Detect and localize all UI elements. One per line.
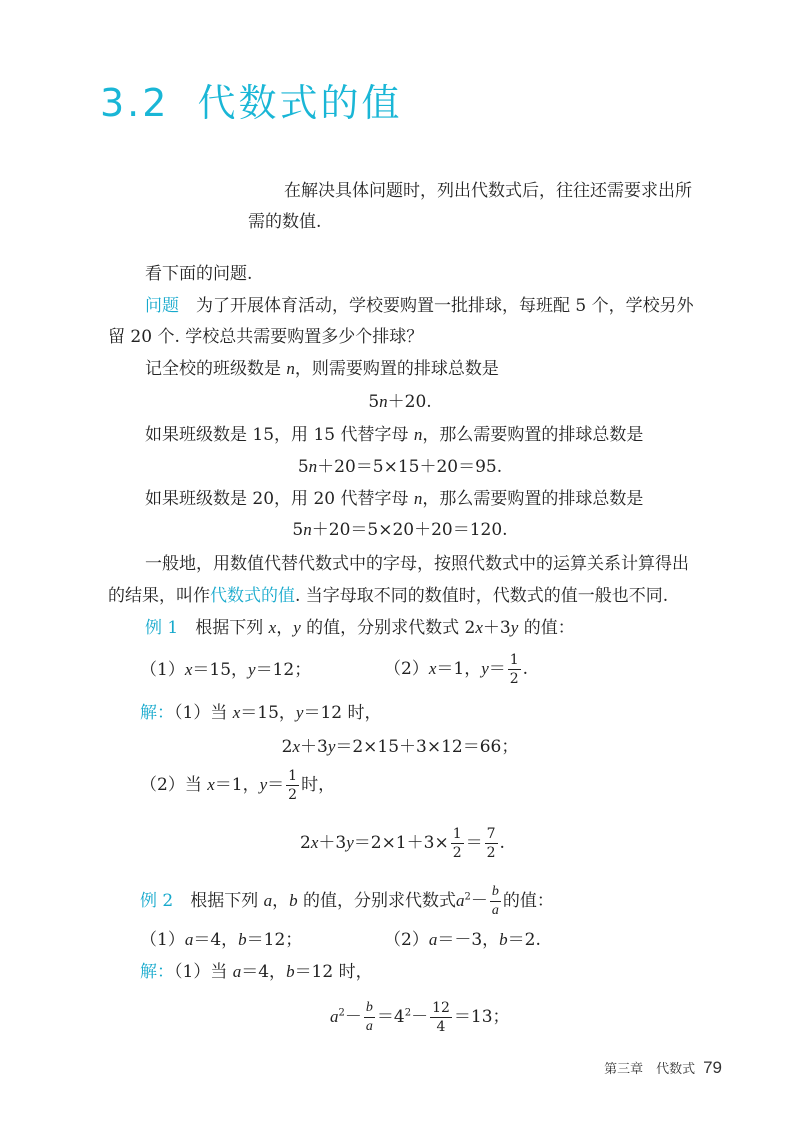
paragraph-3	[145, 488, 643, 510]
eq3-b: ＋20＝5×20＋20＝120.	[311, 520, 508, 540]
problem-label: 问题	[145, 296, 179, 316]
example-2-label: 例 2	[140, 891, 174, 911]
ex2-sq: 2	[464, 891, 471, 903]
case2-yv: ＝	[488, 659, 506, 679]
p3-var: n	[413, 489, 423, 508]
half-den: 2	[509, 671, 519, 687]
section-number: 3.2	[100, 81, 170, 125]
res-den: 2	[486, 845, 496, 861]
example-1-heading	[145, 617, 575, 639]
eq2-a: 5	[297, 457, 309, 477]
s2eq-a: 2	[300, 833, 311, 853]
s1-y: y	[295, 703, 304, 722]
ex1-y2: y	[510, 618, 519, 637]
paragraph-1	[145, 358, 499, 380]
example-2-heading	[140, 884, 554, 919]
fraction-result	[485, 826, 498, 861]
s1eq-x: x	[292, 737, 300, 756]
equation-1	[0, 391, 800, 413]
f12-den: 4	[430, 1017, 452, 1035]
ex2-post: 的值：	[502, 891, 554, 911]
s2e-minus2: －	[411, 1007, 429, 1027]
paragraph-2	[145, 424, 643, 446]
e2c1-av: ＝4，	[193, 930, 239, 950]
solution-2-step-1	[140, 961, 373, 983]
p2-post: ，那么需要购置的排球总数是	[422, 425, 644, 445]
p1-var: n	[286, 359, 295, 378]
fraction-half-3	[451, 826, 464, 861]
fraction-half	[508, 652, 521, 687]
s1-x: x	[232, 703, 241, 722]
s1eq-y: y	[327, 737, 336, 756]
intro-line-1: 在解决具体问题时，列出代数式后，往往还需要求出所	[284, 181, 692, 201]
case2-x: x	[428, 659, 437, 678]
ex2-minus: －	[470, 891, 488, 911]
p2-var: n	[413, 425, 423, 444]
case2-y: y	[481, 659, 489, 678]
ex1-x: x	[268, 618, 277, 637]
e2c1-a: a	[184, 930, 194, 949]
case1-xv: ＝15，	[192, 660, 249, 680]
eq2-n: n	[308, 457, 318, 476]
ex1-x2: x	[475, 618, 483, 637]
ex1-post: 的值：	[523, 618, 575, 638]
solution-1-equation-2	[300, 826, 505, 861]
s2eq-d: ＝	[465, 833, 483, 853]
half2-num: 1	[288, 768, 298, 784]
example-1-case-2	[384, 652, 528, 687]
def-pre: 的结果，叫作	[108, 586, 210, 606]
case1-y: y	[248, 660, 256, 679]
ex2-a2: a	[456, 891, 465, 910]
p1-pre: 记全校的班级数是	[145, 359, 281, 379]
s1-pre: （1）当	[174, 703, 228, 723]
example-2-case-2	[384, 929, 541, 951]
case2-xv: ＝1，	[436, 659, 482, 679]
boa2-den: a	[365, 1019, 373, 1034]
s2e-end: ＝13；	[453, 1007, 510, 1027]
solution-2-equation	[330, 1000, 510, 1035]
definition-line-2	[108, 585, 668, 607]
e2c2-a: a	[428, 930, 438, 949]
solution-1-equation-1	[0, 736, 800, 758]
problem-line-2: 留 20 个. 学校总共需要购置多少个排球？	[108, 327, 424, 347]
s2-pre: （2）当	[140, 775, 202, 795]
ex1-pre: 根据下列	[195, 618, 264, 638]
definition-line-1: 一般地，用数值代替代数式中的字母，按照代数式中的运算关系计算得出	[145, 554, 689, 574]
e2c2-bv: ＝2.	[507, 930, 541, 950]
solution-2-label: 解：	[140, 962, 174, 982]
eq1-n: n	[379, 392, 388, 411]
page-footer	[604, 1058, 722, 1078]
res-num: 7	[486, 826, 496, 842]
sol2-av: ＝4，	[241, 962, 287, 982]
s1eq-b: ＋3	[299, 737, 328, 757]
s2eq-c: ＝2×1＋3×	[353, 833, 449, 853]
case1-num: （1）	[140, 660, 185, 680]
boa2-num: b	[365, 1000, 373, 1015]
s2e-a: a	[330, 1007, 339, 1026]
half-num: 1	[509, 652, 519, 668]
page-number: 79	[703, 1058, 722, 1077]
f12-num: 12	[432, 1000, 450, 1016]
p2-pre: 如果班级数是 15，用 15 代替字母	[145, 425, 409, 445]
case1-x: x	[184, 660, 193, 679]
problem-text-1: 为了开展体育活动，学校要购置一批排球，每班配 5 个，学校另外	[196, 296, 694, 316]
s1eq-a: 2	[281, 737, 293, 757]
def-post: . 当字母取不同的数值时，代数式的值一般也不同.	[295, 586, 669, 606]
e2c1-bv: ＝12；	[246, 930, 303, 950]
s2e-sq: 2	[338, 1007, 345, 1019]
sol2-a: a	[232, 962, 242, 981]
ex1-y: y	[293, 618, 301, 637]
s2-xv: ＝1，	[214, 775, 260, 795]
p3-pre: 如果班级数是 20，用 20 代替字母	[145, 489, 409, 509]
case1-yv: ＝12；	[255, 660, 312, 680]
s2eq-b: ＋3	[318, 833, 347, 853]
p1-post: ，则需要购置的排球总数是	[294, 359, 499, 379]
section-title	[100, 72, 402, 127]
eq2-b: ＋20＝5×15＋20＝95.	[317, 457, 503, 477]
sol2-pre: （1）当	[174, 962, 228, 982]
fraction-b-over-a-2	[364, 1000, 375, 1035]
e2c2-av: ＝－3，	[437, 930, 500, 950]
example-2-case-1	[140, 929, 302, 951]
equation-2	[0, 456, 800, 478]
s2eq-y: y	[346, 833, 354, 852]
look-text: 看下面的问题.	[145, 264, 253, 284]
fraction-12-over-4	[430, 1000, 452, 1035]
s1-xv: ＝15，	[240, 703, 296, 723]
case2-num: （2）	[384, 659, 429, 679]
s2e-mid: ＝4	[376, 1007, 405, 1027]
s1-yv: ＝12 时，	[303, 703, 382, 723]
sol2-b: b	[286, 962, 295, 981]
ex2-b: b	[289, 891, 298, 910]
s2e-sq2: 2	[404, 1007, 412, 1019]
def-term: 代数式的值	[210, 586, 295, 606]
eq3-n: n	[303, 520, 312, 539]
boa-num: b	[491, 884, 499, 899]
section-heading: 代数式的值	[197, 81, 403, 125]
ex1-plus3: ＋3	[482, 618, 511, 638]
s2-yv: ＝	[267, 775, 285, 795]
s2-when: 时，	[301, 775, 336, 795]
ex2-a: a	[263, 891, 273, 910]
fraction-b-over-a	[490, 884, 501, 919]
intro-line-2: 需的数值.	[248, 212, 322, 232]
solution-1-label: 解：	[140, 703, 174, 723]
e2c1-b: b	[238, 930, 247, 949]
solution-1-step-2	[140, 768, 335, 803]
ex1-sep: ，	[276, 618, 294, 638]
e2c1-num: （1）	[140, 930, 185, 950]
ex1-mid: 的值，分别求代数式 2	[306, 618, 476, 638]
fraction-half-2	[286, 768, 299, 803]
sol2-bv: ＝12 时，	[294, 962, 373, 982]
example-1-label: 例 1	[145, 618, 179, 638]
solution-1-step-1	[140, 702, 382, 724]
s2-x: x	[207, 775, 215, 794]
eq1-b: ＋20.	[387, 392, 432, 412]
example-1-case-1	[140, 659, 311, 681]
eq1-a: 5	[368, 392, 380, 412]
problem-line-1	[145, 295, 694, 317]
s2e-minus: －	[344, 1007, 362, 1027]
half2-den: 2	[288, 787, 298, 803]
half3-den: 2	[452, 845, 462, 861]
e2c2-b: b	[499, 930, 508, 949]
ex2-sep: ，	[272, 891, 290, 911]
equation-3	[0, 519, 800, 541]
eq3-a: 5	[292, 520, 304, 540]
half3-num: 1	[452, 826, 462, 842]
s2eq-period: .	[499, 833, 505, 853]
s2-y: y	[259, 775, 268, 794]
boa-den: a	[491, 903, 499, 918]
e2c2-num: （2）	[384, 930, 429, 950]
p3-post: ，那么需要购置的排球总数是	[422, 489, 644, 509]
s1eq-c: ＝2×15＋3×12＝66；	[335, 737, 519, 757]
footer-chapter: 第三章 代数式	[604, 1061, 696, 1076]
case2-period: .	[522, 659, 529, 679]
ex2-pre: 根据下列	[190, 891, 259, 911]
s2eq-x: x	[310, 833, 319, 852]
ex2-mid: 的值，分别求代数式	[303, 891, 457, 911]
